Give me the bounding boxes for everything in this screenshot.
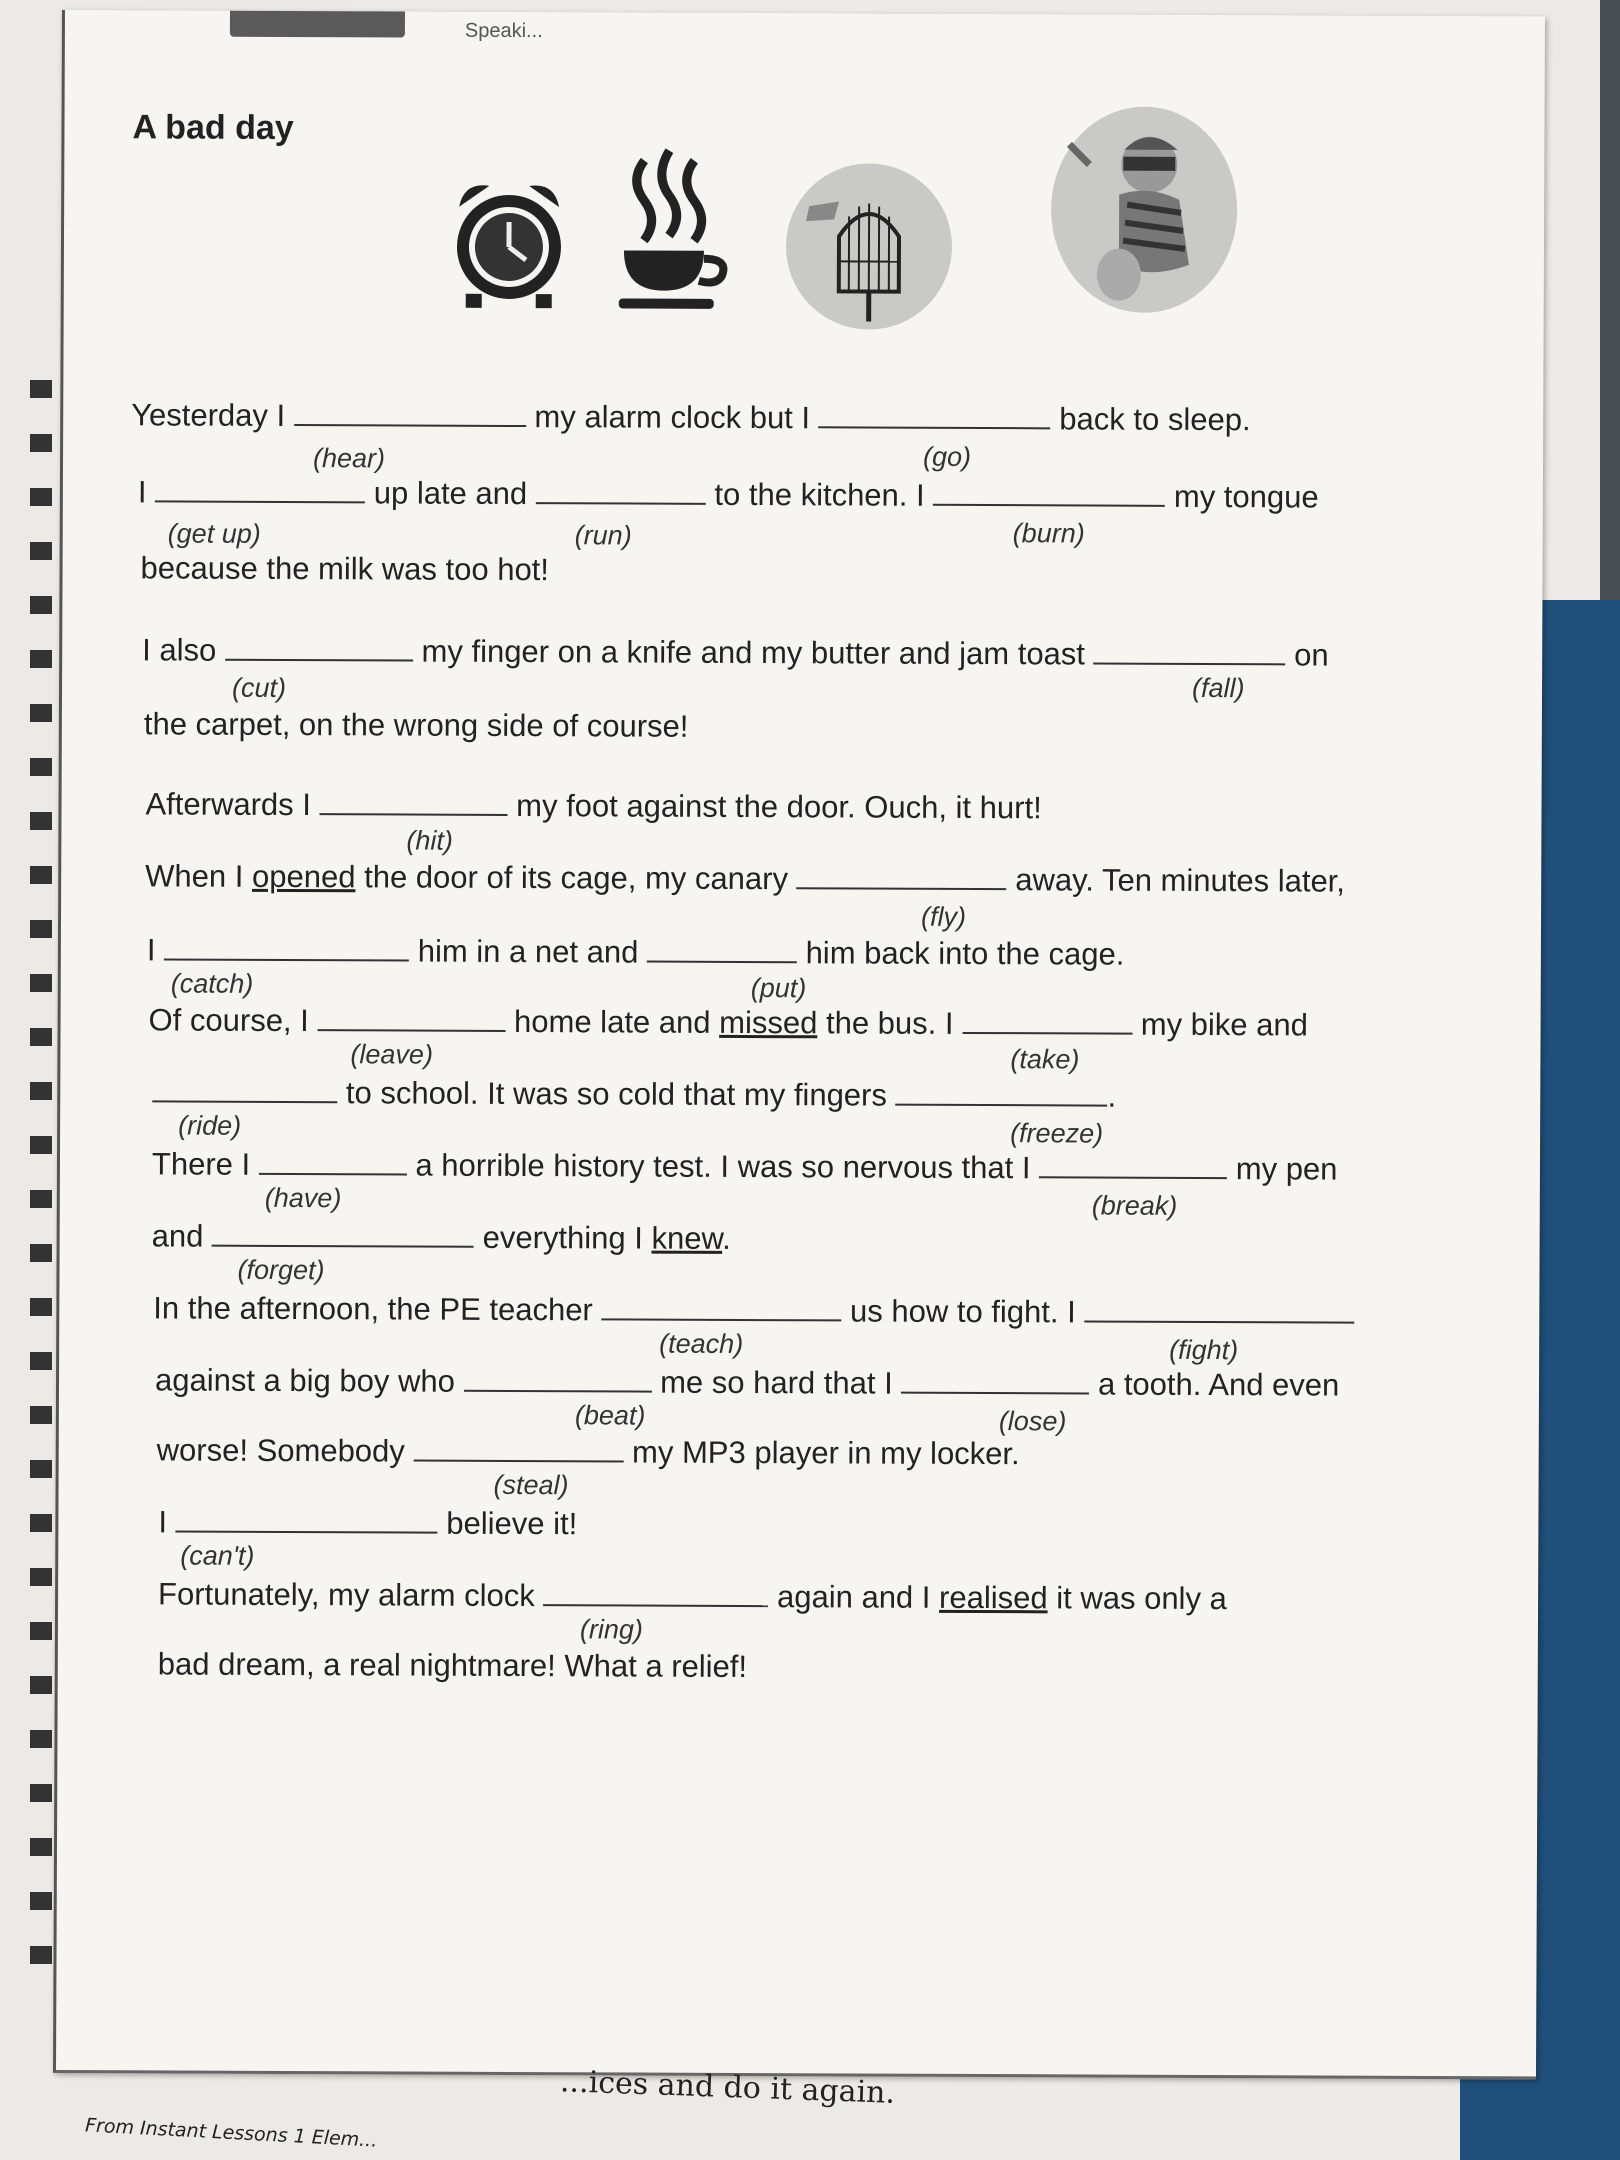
- verb-hint: (hear): [312, 443, 386, 474]
- burglar-icon: [1049, 104, 1240, 315]
- verb-hint: (steal): [493, 1469, 569, 1501]
- answer-blank[interactable]: [317, 1001, 505, 1032]
- binder-tab: [230, 11, 405, 38]
- text-line-14: against a big boy who me so hard that I a tooth. And even: [154, 1362, 1340, 1403]
- answer-blank[interactable]: [819, 398, 1051, 429]
- text-line-4: I also my finger on a knife and my butter and jam toast on: [142, 632, 1329, 673]
- running-head: Speaki...: [464, 19, 543, 43]
- answer-blank[interactable]: [896, 1076, 1108, 1107]
- alarm-clock-icon: [444, 172, 575, 313]
- footer-instruction: ...ices and do it again.: [559, 2064, 896, 2111]
- source-credit: From Instant Lessons 1 Elem...: [84, 2114, 378, 2152]
- answer-blank[interactable]: [901, 1364, 1089, 1395]
- verb-hint: (can't): [180, 1540, 255, 1571]
- verb-hint: (freeze): [1010, 1118, 1104, 1149]
- verb-hint: (take): [1010, 1044, 1080, 1075]
- verb-hint: (break): [1091, 1190, 1178, 1221]
- verb-hint: (fly): [920, 901, 967, 932]
- answer-blank[interactable]: [1084, 1292, 1354, 1323]
- verb-hint: (ring): [579, 1614, 644, 1645]
- text-line-5: the carpet, on the wrong side of course!: [143, 706, 689, 744]
- verb-hint: (beat): [574, 1400, 646, 1431]
- verb-hint: (catch): [170, 968, 254, 999]
- worksheet-page: [53, 10, 1545, 2079]
- bird-cage-icon: [784, 161, 955, 332]
- answer-blank[interactable]: [536, 474, 706, 505]
- text-line-8: I him in a net and him back into the cage.: [146, 932, 1125, 972]
- verb-hint: (leave): [350, 1039, 434, 1070]
- answer-blank[interactable]: [962, 1004, 1132, 1035]
- answer-blank[interactable]: [463, 1362, 651, 1393]
- verb-hint: (cut): [231, 672, 287, 703]
- text-line-2: I up late and to the kitchen. I my tongue: [137, 474, 1319, 515]
- text-line-18: bad dream, a real nightmare! What a relief!: [157, 1646, 748, 1685]
- verb-hint: (teach): [659, 1328, 744, 1359]
- verb-hint: (get up): [167, 518, 261, 549]
- answer-blank[interactable]: [155, 472, 365, 503]
- text-line-3: because the milk was too hot!: [140, 550, 550, 588]
- answer-blank[interactable]: [601, 1290, 841, 1321]
- worksheet-title: A bad day: [132, 108, 294, 148]
- verb-hint: (hit): [406, 825, 453, 856]
- answer-blank[interactable]: [152, 1072, 337, 1103]
- text-line-16: I believe it!: [158, 1504, 578, 1542]
- text-line-17: Fortunately, my alarm clock again and I realised it was only a: [158, 1576, 1227, 1617]
- verb-hint: (lose): [998, 1406, 1067, 1437]
- text-line-12: and everything I knew.: [151, 1218, 731, 1256]
- answer-blank[interactable]: [164, 930, 409, 961]
- answer-blank[interactable]: [543, 1576, 768, 1607]
- verb-hint: (fall): [1191, 672, 1245, 704]
- answer-blank[interactable]: [294, 396, 526, 427]
- verb-hint: (ride): [178, 1110, 242, 1141]
- answer-blank[interactable]: [933, 476, 1165, 507]
- verb-hint: (run): [574, 520, 632, 551]
- text-line-10: to school. It was so cold that my fingers .: [152, 1072, 1116, 1114]
- answer-blank[interactable]: [176, 1503, 438, 1534]
- answer-blank[interactable]: [225, 631, 413, 662]
- verb-hint: (put): [750, 973, 807, 1004]
- answer-blank[interactable]: [1039, 1148, 1227, 1179]
- verb-hint: (fight): [1169, 1334, 1239, 1366]
- hot-drink-icon: [604, 140, 735, 321]
- verb-hint: (forget): [237, 1254, 325, 1286]
- text-line-13: In the afternoon, the PE teacher us how to fight. I: [153, 1288, 1354, 1331]
- verb-hint: (burn): [1012, 518, 1085, 549]
- answer-blank[interactable]: [647, 933, 797, 964]
- verb-hint: (have): [264, 1182, 342, 1214]
- answer-blank[interactable]: [212, 1217, 474, 1248]
- answer-blank[interactable]: [1094, 635, 1286, 666]
- answer-blank[interactable]: [413, 1432, 623, 1463]
- text-line-11: There I a horrible history test. I was so nervous that I my pen: [151, 1146, 1338, 1187]
- text-line-9: Of course, I home late and missed the bus. I my bike and: [148, 1002, 1309, 1043]
- text-line-7: When I opened the door of its cage, my canary away. Ten minutes later,: [145, 858, 1346, 899]
- text-line-15: worse! Somebody my MP3 player in my locker.: [156, 1432, 1020, 1472]
- answer-blank[interactable]: [320, 785, 508, 816]
- answer-blank[interactable]: [797, 859, 1007, 890]
- text-line-6: Afterwards I my foot against the door. Ouch, it hurt!: [145, 786, 1042, 826]
- verb-hint: (go): [922, 441, 972, 472]
- text-line-1: Yesterday I my alarm clock but I back to sleep.: [131, 397, 1251, 438]
- answer-blank[interactable]: [259, 1145, 407, 1176]
